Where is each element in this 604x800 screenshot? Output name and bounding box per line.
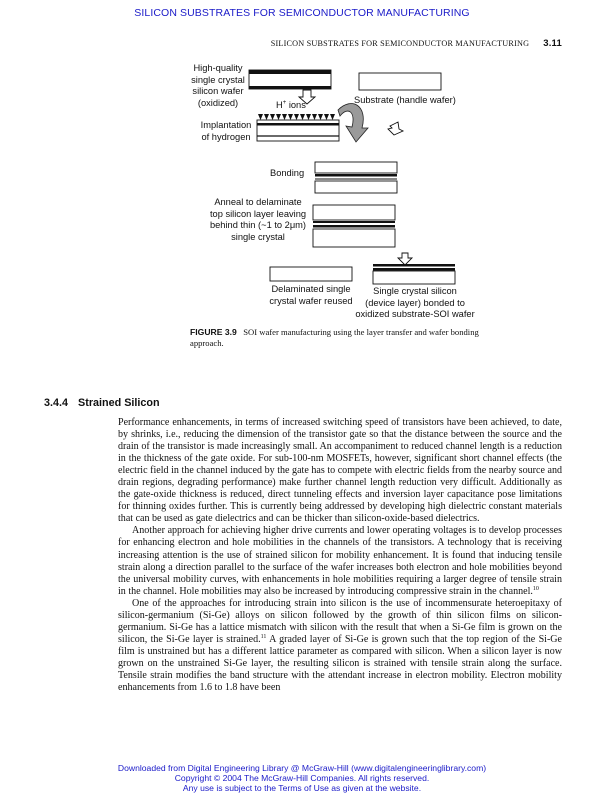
label-implantation — [196, 120, 256, 143]
label-soi — [350, 286, 480, 321]
down-arrow-substrate — [388, 122, 403, 135]
reference-sup: 10 — [532, 585, 539, 592]
label-h-ions — [276, 100, 306, 112]
label-wafer-line: (oxidized) — [197, 97, 239, 108]
page-number: 3.11 — [543, 38, 562, 49]
label-implant-line: Implantation — [200, 120, 252, 130]
figure-caption — [190, 327, 500, 349]
running-head-title: SILICON SUBSTRATES FOR SEMICONDUCTOR MANUFACTURING — [270, 39, 530, 48]
oxidized-wafer — [249, 70, 331, 89]
label-anneal-line: Anneal to delaminate — [214, 197, 302, 207]
reference-sup: 11 — [260, 633, 267, 640]
label-soi-line: (device layer) bonded to — [365, 297, 465, 308]
label-anneal-line: behind thin (~1 to 2μm) — [209, 220, 307, 230]
label-anneal-line: top silicon layer leaving — [209, 208, 307, 219]
section-heading — [44, 397, 160, 409]
label-delam-line: crystal wafer reused — [269, 295, 353, 306]
implanted-wafer — [257, 114, 339, 141]
footer — [0, 763, 604, 794]
label-wafer-line: single crystal — [191, 74, 245, 85]
label-bonding: Bonding — [270, 168, 305, 178]
caption-text: SOI wafer manufacturing using the layer transfer and wafer bonding approach. — [190, 327, 479, 348]
paragraph: Performance enhancements, in terms of increased switching speed of transistors have been achieved, to date, by shrinks, i.e., reducing the dimension of the transistor gate so that the distance between the source and the drain of the transistor is made increasingly small. An accompaniment to reduced channel length is a reduction in the thickness of the gate oxide. For sub-100-nm MOSFETs, however, significant short channel effects (the electric field in the channel induced by the gate has to compete with electric fields from the nearby source and drain regions, degrading performance) make further channel length reduction very difficult. Additionally as the gate-oxide thickness is reduced, direct tunneling effects and inversion layer capacitance pose limitations for thinning oxides further. This is currently being addressed by developing high dielectric constant materials that can be used as gate dielectrics and can be thicker than silicon-oxide-based dielectrics. — [118, 417, 562, 525]
label-h-sup: + — [282, 100, 287, 106]
label-h: H — [276, 100, 283, 110]
footer-copyright: Copyright © 2004 The McGraw-Hill Companies. All rights reserved. — [174, 773, 430, 784]
label-wafer — [186, 63, 250, 109]
section-number: 3.4.4 — [44, 397, 69, 409]
label-anneal — [202, 197, 314, 243]
body-text — [118, 417, 562, 694]
label-wafer-line: High-quality — [193, 63, 243, 73]
label-anneal-line: single crystal — [231, 231, 285, 242]
label-soi-line: oxidized substrate-SOI wafer — [355, 309, 475, 319]
label-delaminated — [258, 284, 364, 307]
paragraph-text: A graded layer of Si-Ge is grown such that the top region of the Si-Ge film is unstrained but has a different lattice parameter as compared with silicon. When a silicon layer is now grown on the unstrained Si-Ge layer, the resulting silicon is strained with tensile strain along the surface. Tensile strain modifies the band structure with the attendant increase in electron mobility. Electron mobility enhancements from 1.6 to 1.8 have been — [118, 633, 563, 694]
bonded-stack — [315, 162, 397, 193]
label-delam-line: Delaminated single — [271, 284, 351, 294]
handle-wafer — [359, 73, 441, 90]
paragraph-text: Another approach for achieving higher drive currents and lower operating voltages is to develop processes for enhancing electron and hole mobilities in the channels of the transistors. A technology that is receiving increasing attention is the use of strained silicon for mobility enhancement. It is found that inducing tensile strain along a direction parallel to the surface of the wafer increases both electron and hole mobilities beyond the universal mobility curves, with enhancements in hole mobilities requiring a larger degree of tensile strain in the channel. Hole mobilities may also be increased by introducing compressive strain in the channel. — [118, 525, 562, 597]
annealed-stack — [313, 205, 395, 247]
label-wafer-line: silicon wafer — [192, 86, 244, 96]
delaminated-wafer — [270, 267, 352, 281]
label-substrate: Substrate (handle wafer) — [354, 95, 456, 105]
top-banner: SILICON SUBSTRATES FOR SEMICONDUCTOR MANUFACTURING — [134, 7, 470, 19]
caption-label: FIGURE 3.9 — [190, 327, 237, 337]
soi-wafer — [373, 264, 455, 284]
footer-terms: Any use is subject to the Terms of Use as given at the website. — [182, 783, 422, 794]
paragraph-text: One of the approaches for introducing strain into silicon is the use of incommensurate heteroepitaxy of silicon-germanium (Si-Ge) alloys on silicon followed by the growth of thin silicon films on silicon-germanium. Si-Ge has a lattice mismatch with silicon with the result that when a Si-Ge film is grown on the silicon, the Si-Ge layer is strained. — [118, 597, 562, 645]
section-title: Strained Silicon — [78, 397, 160, 409]
flip-arrow — [338, 104, 368, 142]
down-arrow-soi — [398, 253, 412, 265]
label-ions: ions — [286, 100, 306, 110]
label-soi-line: Single crystal silicon — [373, 286, 457, 296]
paragraph — [118, 525, 562, 597]
footer-link[interactable]: Downloaded from Digital Engineering Library @ McGraw-Hill (www.digitalengineeringlibrary.com) — [117, 763, 487, 773]
label-implant-line: of hydrogen — [201, 131, 251, 142]
paragraph — [118, 598, 562, 694]
